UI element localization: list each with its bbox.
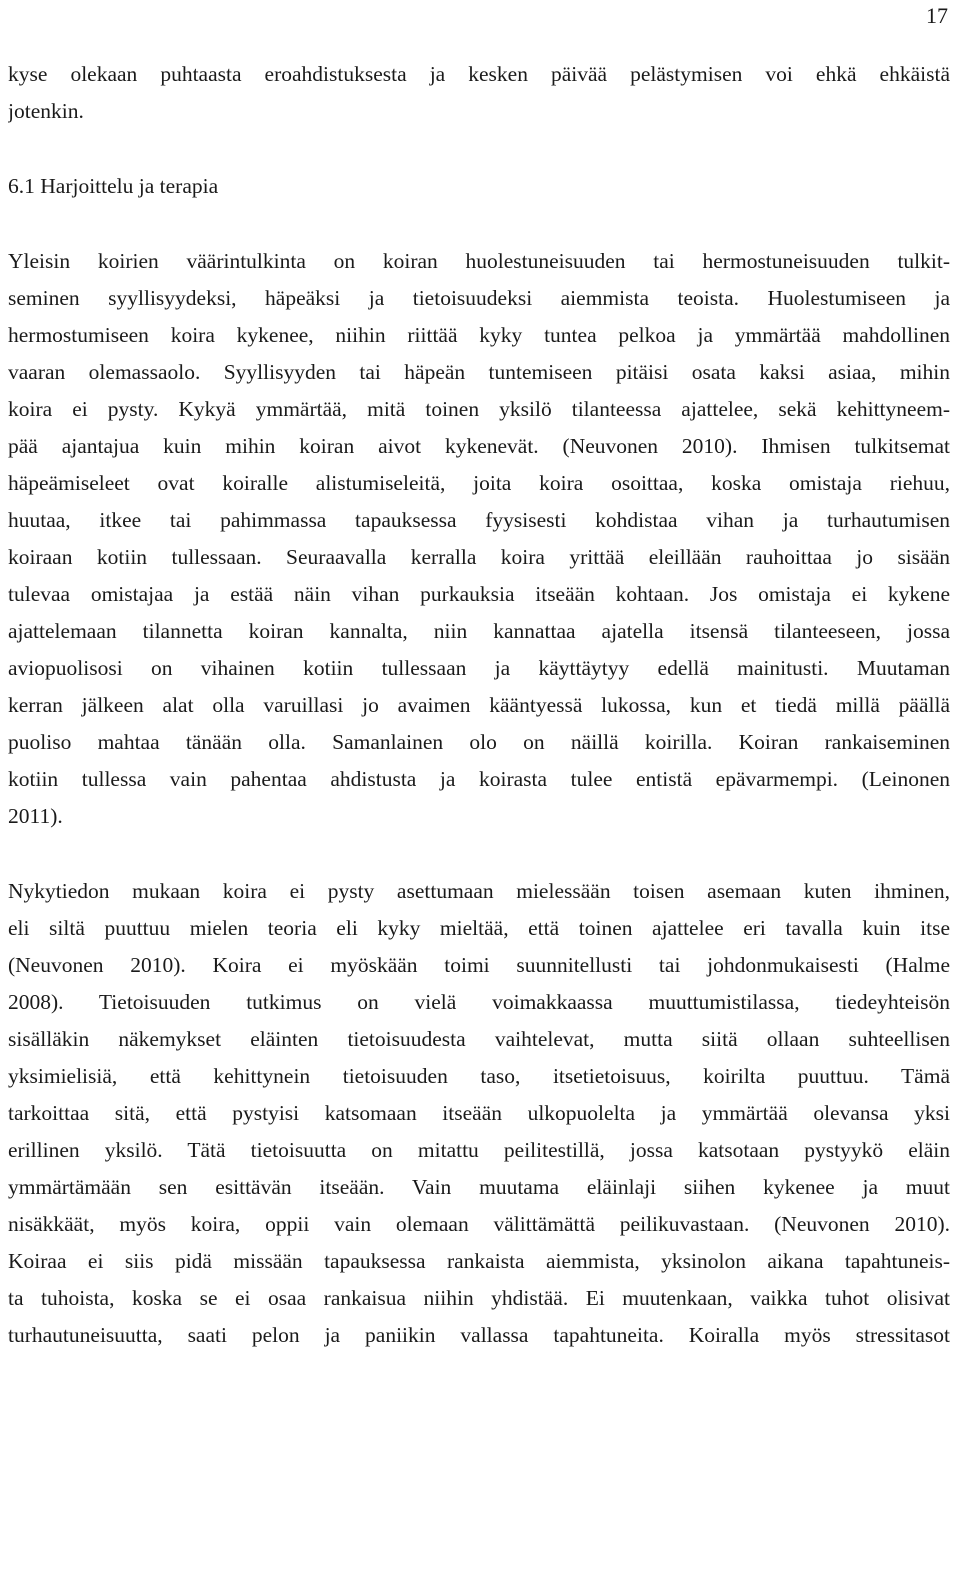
text-line: kerran jälkeen alat olla varuillasi jo avaimen kääntyessä lukossa, kun et tiedä millä päällä (8, 693, 950, 717)
text-line: (Neuvonen 2010). Koira ei myöskään toimi suunnitellusti tai johdonmukaisesti (Halme (8, 953, 950, 977)
text-line: ajattelemaan tilannetta koiran kannalta, niin kannattaa ajatella itsensä tilanteeseen, jossa (8, 619, 950, 643)
text-line: jotenkin. (8, 99, 84, 123)
text-line: Koiraa ei siis pidä missään tapauksessa rankaista aiemmista, yksinolon aikana tapahtuneis- (8, 1249, 950, 1273)
text-line: 2011). (8, 804, 63, 828)
paragraph-2 (8, 873, 950, 1354)
text-line: aviopuolisosi on vihainen kotiin tullessaan ja käyttäytyy edellä mainitusti. Muutaman (8, 656, 950, 680)
text-line: puoliso mahtaa tänään olla. Samanlainen olo on näillä koirilla. Koiran rankaiseminen (8, 730, 950, 754)
text-line: hermostumiseen koira kykenee, niihin riittää kyky tuntea pelkoa ja ymmärtää mahdollinen (8, 323, 950, 347)
text-line: pää ajantajua kuin mihin koiran aivot kykenevät. (Neuvonen 2010). Ihmisen tulkitsemat (8, 434, 950, 458)
text-line: 2008). Tietoisuuden tutkimus on vielä voimakkaassa muuttumistilassa, tiedeyhteisön (8, 990, 950, 1014)
text-line: häpeämiseleet ovat koiralle alistumiseleitä, joita koira osoittaa, koska omistaja riehuu, (8, 471, 950, 495)
text-line: turhautuneisuutta, saati pelon ja paniikin vallassa tapahtuneita. Koiralla myös stressitasot (8, 1323, 950, 1347)
text-line: tarkoittaa sitä, että pystyisi katsomaan itseään ulkopuolelta ja ymmärtää olevansa yksi (8, 1101, 950, 1125)
text-line: ta tuhoista, koska se ei osaa rankaisua niihin yhdistää. Ei muutenkaan, vaikka tuhot olisivat (8, 1286, 950, 1310)
text-line: vaaran olemassaolo. Syyllisyyden tai häpeän tuntemiseen pitäisi osata kaksi asiaa, mihin (8, 360, 950, 384)
page-number: 17 (926, 3, 948, 28)
document-body (8, 56, 950, 1354)
text-line: nisäkkäät, myös koira, oppii vain olemaan välittämättä peilikuvastaan. (Neuvonen 2010). (8, 1212, 950, 1236)
paragraph-1 (8, 243, 950, 835)
text-line: koiraan kotiin tullessaan. Seuraavalla kerralla koira yrittää eleillään rauhoittaa jo sisään (8, 545, 950, 569)
text-line: kyse olekaan puhtaasta eroahdistuksesta ja kesken päivää pelästymisen voi ehkä ehkäistä (8, 62, 950, 86)
text-line: yksimielisiä, että kehittynein tietoisuuden taso, itsetietoisuus, koirilta puuttuu. Tämä (8, 1064, 950, 1088)
intro-paragraph (8, 56, 950, 130)
text-line: ymmärtämään sen esittävän itseään. Vain muutama eläinlaji siihen kykenee ja muut (8, 1175, 950, 1199)
text-line: Nykytiedon mukaan koira ei pysty asettumaan mielessään toisen asemaan kuten ihminen, (8, 879, 950, 903)
section-heading: 6.1 Harjoittelu ja terapia (8, 174, 219, 198)
text-line: kotiin tullessa vain pahentaa ahdistusta ja koirasta tulee entistä epävarmempi. (Leinonen (8, 767, 950, 791)
text-line: koira ei pysty. Kykyä ymmärtää, mitä toinen yksilö tilanteessa ajattelee, sekä kehittyneem- (8, 397, 950, 421)
text-line: sisälläkin näkemykset eläinten tietoisuudesta vaihtelevat, mutta siitä ollaan suhteellisen (8, 1027, 950, 1051)
text-line: Yleisin koirien väärintulkinta on koiran huolestuneisuuden tai hermostuneisuuden tulkit- (8, 249, 950, 273)
text-line: tulevaa omistajaa ja estää näin vihan purkauksia itseään kohtaan. Jos omistaja ei kykene (8, 582, 950, 606)
text-line: huutaa, itkee tai pahimmassa tapauksessa fyysisesti kohdistaa vihan ja turhautumisen (8, 508, 950, 532)
text-line: seminen syyllisyydeksi, häpeäksi ja tietoisuudeksi aiemmista teoista. Huolestumiseen ja (8, 286, 950, 310)
text-line: eli siltä puuttuu mielen teoria eli kyky mieltää, että toinen ajattelee eri tavalla kuin itse (8, 916, 950, 940)
text-line: erillinen yksilö. Tätä tietoisuutta on mitattu peilitestillä, jossa katsotaan pystyykö eläin (8, 1138, 950, 1162)
